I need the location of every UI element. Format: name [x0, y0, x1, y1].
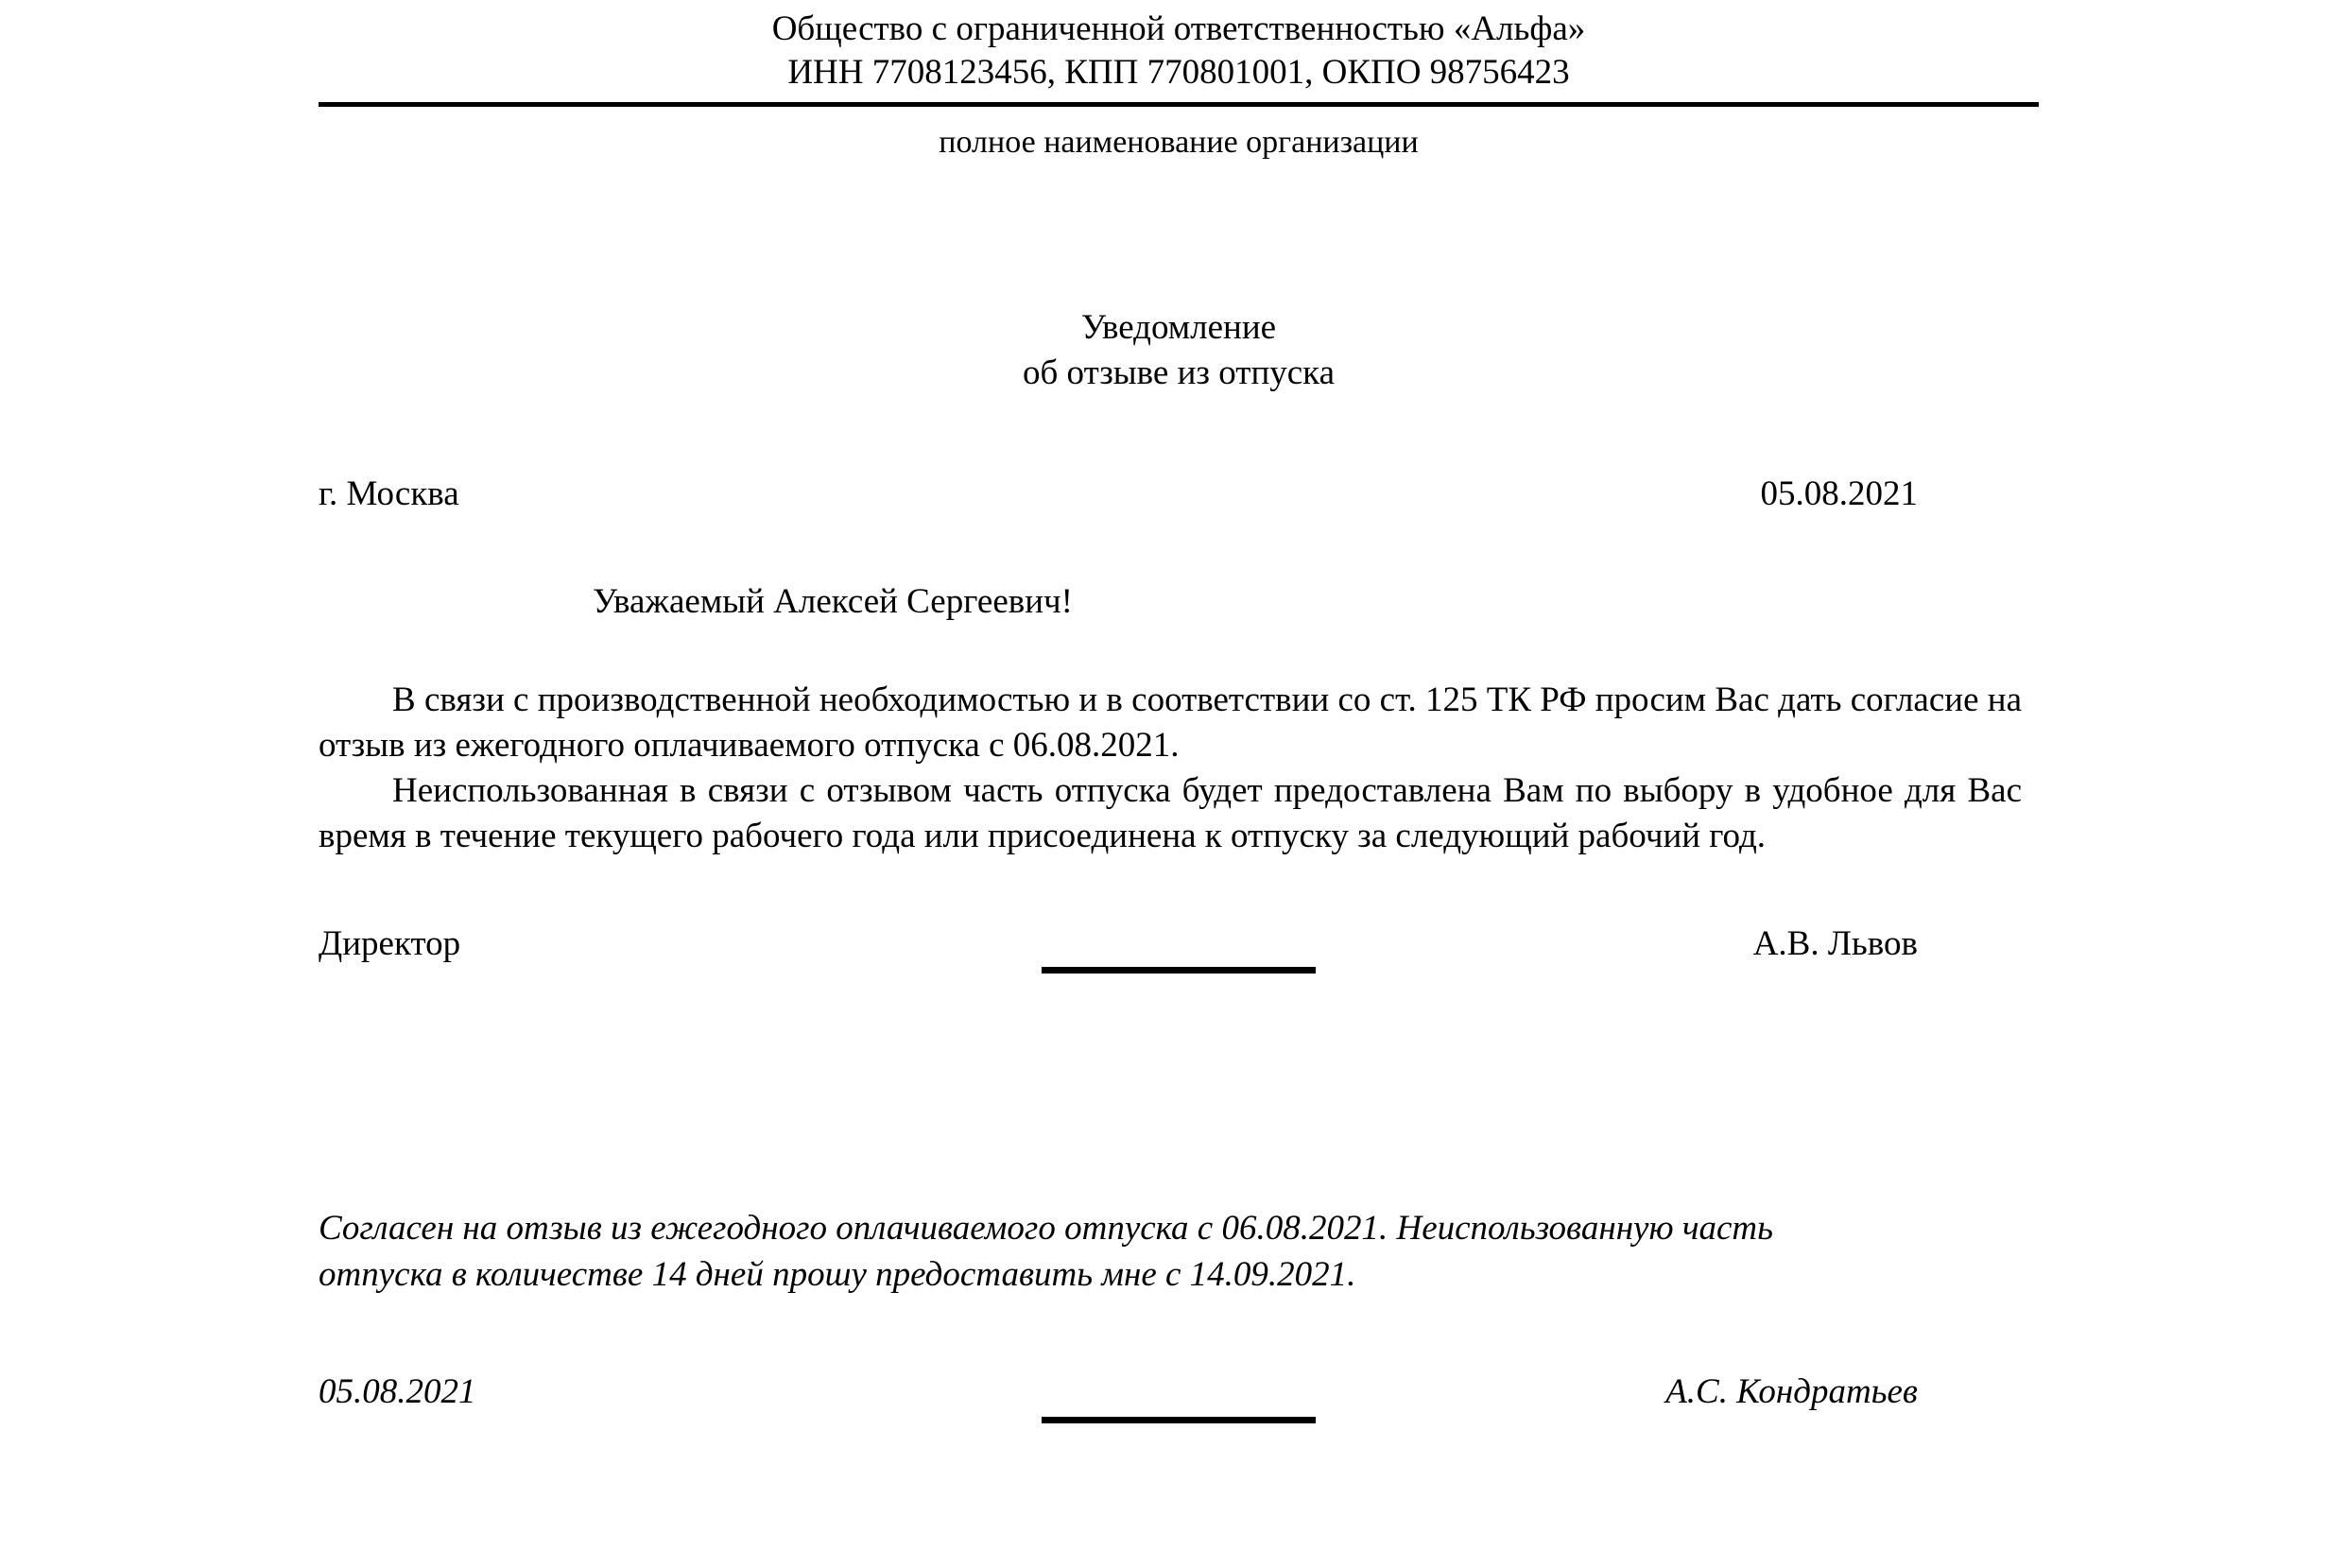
- place-and-date-row: [319, 472, 2039, 517]
- signature-line: [1042, 967, 1316, 974]
- consent-line-2: отпуска в количестве 14 дней прошу предоставить мне с 14.09.2021.: [319, 1255, 1356, 1294]
- signatory-name: А.В. Львов: [1752, 924, 1918, 963]
- document-title-line-2: об отзыве из отпуска: [1022, 353, 1336, 392]
- consent-date: 05.08.2021: [319, 1372, 476, 1411]
- body-paragraph-1: В связи с производственной необходимостью и в соответствии со ст. 125 ТК РФ просим Вас дать согласие на отзыв из ежегодного оплачиваемого отпуска с 06.08.2021.: [319, 681, 2022, 765]
- consent-footer-row: [319, 1370, 2039, 1415]
- consent-signatory-name: А.С. Кондратьев: [1665, 1372, 1918, 1411]
- consent-line-1: Согласен на отзыв из ежегодного оплачиваемого отпуска с 06.08.2021. Неиспользованную часть: [319, 1209, 1773, 1248]
- document-title-line-1: Уведомление: [1080, 308, 1277, 347]
- document-content: [319, 0, 2039, 1415]
- consent-signature-line: [1042, 1417, 1316, 1423]
- document-title: [319, 305, 2039, 396]
- body-text: [319, 678, 2039, 859]
- letterhead-caption: полное наименование организации: [939, 125, 1419, 160]
- place-of-issue: г. Москва: [319, 474, 459, 513]
- consent-block: [319, 1205, 2039, 1298]
- document-date: 05.08.2021: [1760, 474, 1918, 513]
- organization-registration-ids: ИНН 7708123456, КПП 770801001, ОКПО 98756423: [787, 53, 1570, 92]
- salutation: Уважаемый Алексей Сергеевич!: [593, 582, 1073, 621]
- organization-name: Общество с ограниченной ответственностью «Альфа»: [771, 9, 1586, 48]
- signatory-role: Директор: [319, 924, 461, 963]
- body-paragraph-2: Неиспользованная в связи с отзывом часть отпуска будет предоставлена Вам по выбору в удобное для Вас время в течение текущего рабочего года или присоединена к отпуску за следующий рабочий год.: [319, 771, 2022, 855]
- letterhead: [319, 0, 2039, 95]
- signature-row: [319, 922, 2039, 967]
